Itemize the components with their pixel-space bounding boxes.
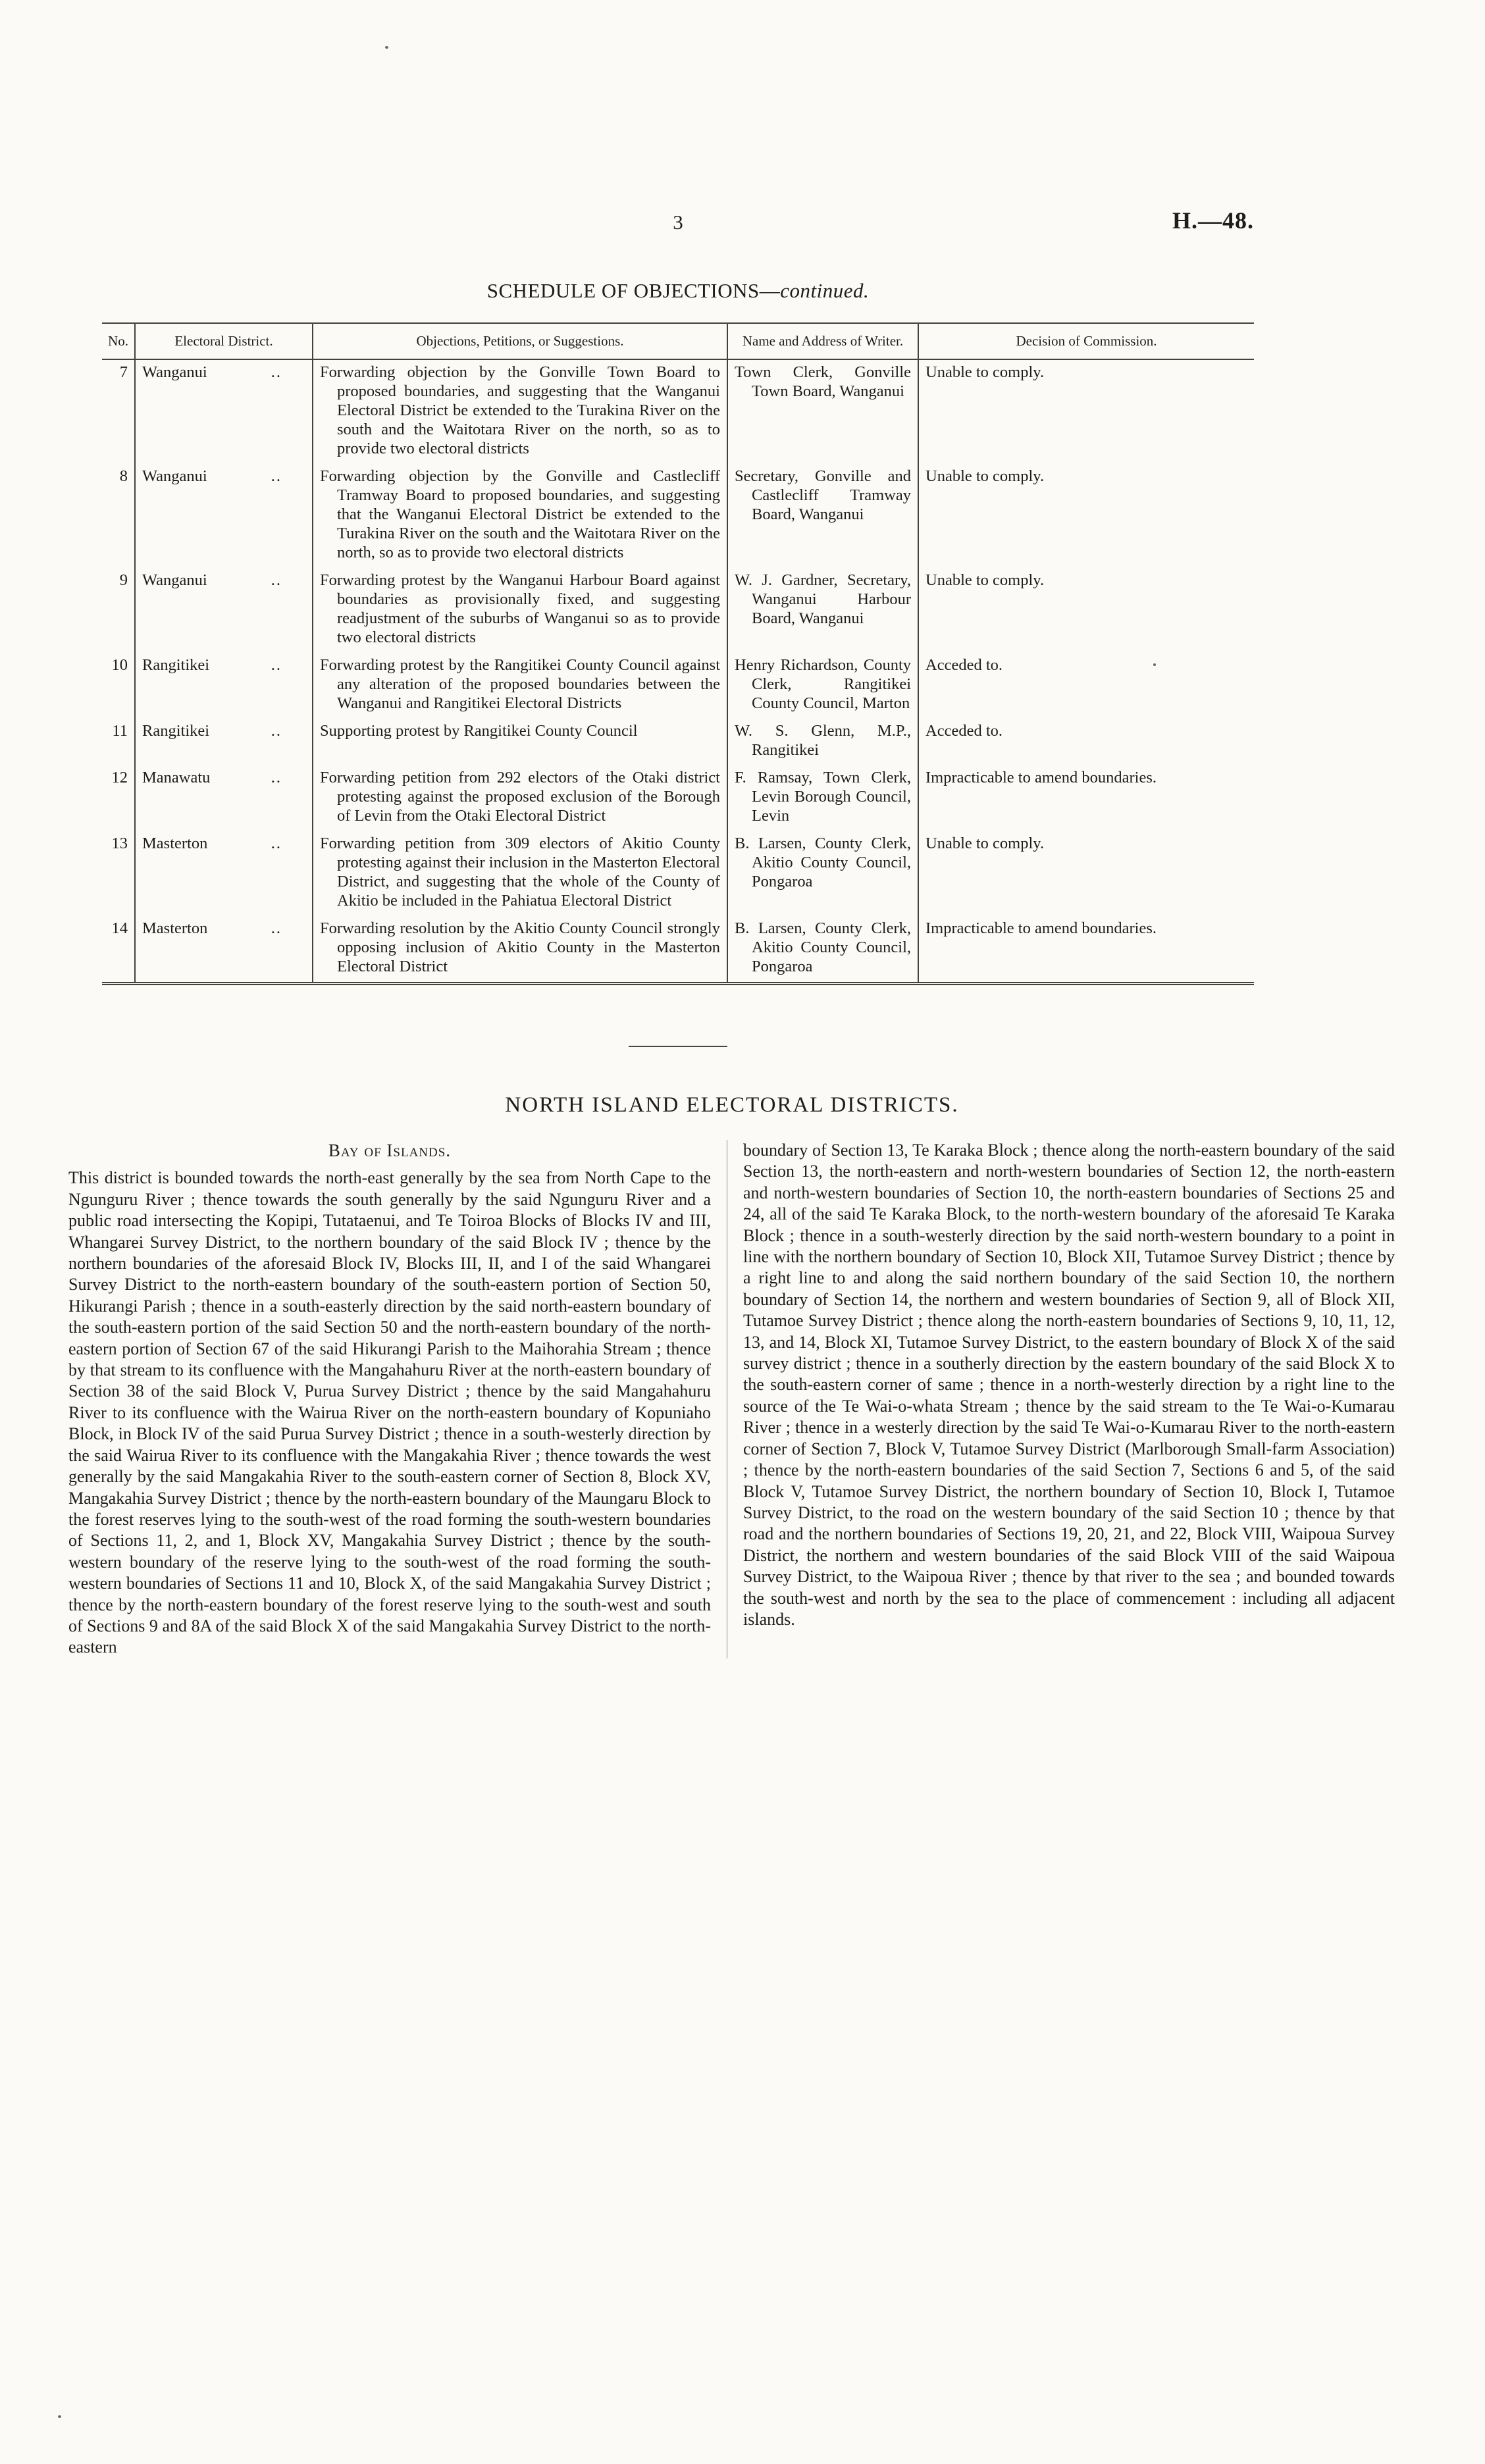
district-name: Wanganui xyxy=(142,467,207,485)
column-left xyxy=(68,1140,711,1658)
cell-objection xyxy=(313,359,727,464)
two-column-text xyxy=(68,1140,1395,1658)
leader-dots: .. xyxy=(271,919,282,937)
objection-text: Forwarding resolution by the Akitio County Council strongly opposing inclusion of Akitio County in the Masterton Electoral District xyxy=(320,919,720,975)
table-row xyxy=(102,464,1254,568)
cell-writer xyxy=(727,831,918,916)
decision-text: Acceded to. xyxy=(925,656,1003,674)
writer-text: W. J. Gardner, Secretary, Wanganui Harbour Board, Wanganui xyxy=(735,571,911,627)
cell-no: 14 xyxy=(111,919,128,937)
district-name: Masterton xyxy=(142,919,208,937)
cell-objection xyxy=(313,653,727,719)
writer-text: B. Larsen, County Clerk, Akitio County Council, Pongaroa xyxy=(735,919,911,975)
table-row xyxy=(102,765,1254,831)
cell-no: 13 xyxy=(111,834,128,852)
decision-text: Unable to comply. xyxy=(925,363,1045,381)
writer-text: Secretary, Gonville and Castlecliff Tramway Board, Wanganui xyxy=(735,467,911,523)
table-header xyxy=(102,323,1254,359)
cell-district xyxy=(135,765,313,831)
objections-table xyxy=(102,322,1254,985)
district-name: Rangitikei xyxy=(142,722,210,740)
table-row xyxy=(102,653,1254,719)
cell-decision xyxy=(918,653,1254,719)
district-name: Masterton xyxy=(142,834,208,852)
table-row xyxy=(102,831,1254,916)
cell-district xyxy=(135,916,313,984)
cell-district xyxy=(135,568,313,653)
column-header-decision: Decision of Commission. xyxy=(918,323,1254,359)
objection-text: Forwarding protest by the Wanganui Harbour Board against boundaries as provisionally fixed, and suggesting readjustment of the suburbs of Wanganui so as to provide two electoral districts xyxy=(320,571,720,646)
objection-text: Forwarding objection by the Gonville Town Board to proposed boundaries, and suggesting that the Wanganui Electoral District be extended to the Turakina River on the south and the Waitotara River on the north, so as to provide two electoral districts xyxy=(320,363,720,457)
document-reference: H.—48. xyxy=(1172,207,1254,234)
cell-writer xyxy=(727,464,918,568)
writer-text: Town Clerk, Gonville Town Board, Wanganui xyxy=(735,363,911,400)
decision-text: Acceded to. xyxy=(925,722,1003,740)
cell-writer xyxy=(727,916,918,984)
cell-decision xyxy=(918,464,1254,568)
district-description-left: This district is bounded towards the north-east generally by the sea from North Cape to the Ngunguru River ; thence towards the south generally by the said Ngunguru River and a public road intersecting the Kopipi, Tutataenui, and Te Toiroa Blocks of Blocks IV and III, Whangarei Survey District, to the northern boundary of the said Block IV ; thence by the northern boundaries of the aforesaid Block IV, Blocks III, II, and I of the said Whangarei Survey District to the north-eastern boundary of the south-eastern portion of Section 50, Hikurangi Parish ; thence in a south-easterly direction by the said north-eastern boundary of the south-eastern portion of the said Section 50 and the north-eastern boundary of the north-eastern portion of Section 67 of the said Hikurangi Parish to the Maihorahia Stream ; thence by that stream to its confluence with the Mangahahuru River at the north-eastern boundary of Section 38 of the said Block V, Purua Survey District ; thence by the said Mangahahuru River to its confluence with the Wairua River on the north-eastern boundary of Kopuniaho Block, in Block IV of the said Purua Survey District ; thence in a south-westerly direction by the said Wairua River to its confluence with the Mangakahia River ; thence towards the west generally by the said Mangakahia River to the south-eastern corner of Section 8, Block XV, Mangakahia Survey District ; thence by the north-eastern boundary of the Maungaru Block to the forest reserves lying to the south-west of the road forming the south-western boundaries of Sections 11, 2, and 1, Block XV, Mangakahia Survey District ; thence by the south-western boundary of the reserve lying to the south-west of the road forming the south-western boundaries of Sections 11 and 10, Block X, of the said Mangakahia Survey District ; thence by the north-eastern boundary of the forest reserve lying to the south-west and south of Sections 9 and 8A of the said Block X of the said Mangakahia Survey District to the north-eastern xyxy=(68,1168,711,1657)
objection-text: Forwarding petition from 309 electors of Akitio County protesting against their inclusion in the Masterton Electoral District, and suggesting that the whole of the County of Akitio be included in the Pahiatua Electoral District xyxy=(320,834,720,910)
column-header-district: Electoral District. xyxy=(135,323,313,359)
writer-text: Henry Richardson, County Clerk, Rangitikei County Council, Marton xyxy=(735,656,911,712)
subsection-title: Bay of Islands. xyxy=(328,1141,452,1160)
electoral-districts-section xyxy=(68,1093,1395,1658)
scan-speck xyxy=(385,46,388,49)
writer-text: W. S. Glenn, M.P., Rangitikei xyxy=(735,722,911,759)
objection-text: Forwarding objection by the Gonville and Castlecliff Tramway Board to proposed boundaries, and suggesting that the Wanganui Electoral District be extended to the Turakina River on the south and the Waitotara River on the north, so as to provide two electoral districts xyxy=(320,467,720,561)
column-header-no: No. xyxy=(102,323,135,359)
writer-text: F. Ramsay, Town Clerk, Levin Borough Council, Levin xyxy=(735,769,911,825)
cell-decision xyxy=(918,916,1254,984)
page-number: 3 xyxy=(673,211,683,234)
cell-district xyxy=(135,464,313,568)
cell-district xyxy=(135,831,313,916)
decision-text: Unable to comply. xyxy=(925,571,1045,589)
column-header-objections: Objections, Petitions, or Suggestions. xyxy=(313,323,727,359)
decision-text: Unable to comply. xyxy=(925,467,1045,485)
section-divider xyxy=(629,1046,727,1047)
cell-objection xyxy=(313,568,727,653)
cell-objection xyxy=(313,719,727,765)
district-name: Manawatu xyxy=(142,769,211,786)
table-header-row xyxy=(102,323,1254,359)
cell-decision xyxy=(918,765,1254,831)
decision-text: Impracticable to amend boundaries. xyxy=(925,769,1157,786)
leader-dots: .. xyxy=(271,467,282,485)
cell-no: 9 xyxy=(119,571,128,589)
section-title: NORTH ISLAND ELECTORAL DISTRICTS. xyxy=(505,1093,959,1117)
table-row xyxy=(102,568,1254,653)
leader-dots: .. xyxy=(271,722,282,740)
column-right xyxy=(743,1140,1395,1658)
leader-dots: .. xyxy=(271,363,282,381)
cell-no: 8 xyxy=(119,467,128,485)
objection-text: Forwarding petition from 292 electors of the Otaki district protesting against the proposed exclusion of the Borough of Levin from the Otaki Electoral District xyxy=(320,769,720,825)
cell-objection xyxy=(313,916,727,984)
cell-decision xyxy=(918,831,1254,916)
leader-dots: .. xyxy=(271,769,282,786)
cell-writer xyxy=(727,568,918,653)
column-header-writer: Name and Address of Writer. xyxy=(727,323,918,359)
schedule-title-continued: continued. xyxy=(780,279,870,302)
cell-decision xyxy=(918,359,1254,464)
cell-objection xyxy=(313,831,727,916)
cell-decision xyxy=(918,719,1254,765)
cell-no: 12 xyxy=(111,769,128,786)
district-name: Rangitikei xyxy=(142,656,210,674)
page-header xyxy=(102,207,1254,242)
cell-decision xyxy=(918,568,1254,653)
table-row xyxy=(102,916,1254,984)
table-body xyxy=(102,359,1254,984)
cell-objection xyxy=(313,765,727,831)
objection-text: Supporting protest by Rangitikei County Council xyxy=(320,722,638,740)
cell-writer xyxy=(727,765,918,831)
district-name: Wanganui xyxy=(142,363,207,381)
cell-no: 11 xyxy=(112,722,128,740)
cell-writer xyxy=(727,359,918,464)
writer-text: B. Larsen, County Clerk, Akitio County Council, Pongaroa xyxy=(735,834,911,890)
table-row xyxy=(102,719,1254,765)
district-name: Wanganui xyxy=(142,571,207,589)
leader-dots: .. xyxy=(271,834,282,852)
schedule-title-main: SCHEDULE OF OBJECTIONS— xyxy=(486,279,781,302)
district-description-right: boundary of Section 13, Te Karaka Block ; thence along the north-eastern boundary of the said Section 13, the north-eastern and north-western boundaries of Section 12, the north-eastern and north-western boundaries of Section 10, the north-eastern boundaries of Sections 25 and 24, all of the said Te Karaka Block, to the north-western boundary of the aforesaid Te Karaka Block ; thence in a south-westerly direction by the said north-western boundary to a point in line with the northern boundary of Section 10, Block XII, Tutamoe Survey District ; thence by a right line to and along the said northern boundary of the said Section 10, the northern boundary of Section 14, the northern and western boundaries of Section 9, all of Block XII, Tutamoe Survey District ; thence along the north-eastern boundaries of Sections 9, 10, 11, 12, 13, and 14, Block XI, Tutamoe Survey District, to the eastern boundary of Block X of the said survey district ; thence in a southerly direction by the eastern boundary of the said Block X to the south-eastern corner of same ; thence in a north-westerly direction by a right line to the source of the Te Wai-o-whata Stream ; thence by the said stream to the Te Wai-o-Kumarau River ; thence in a westerly direction by the said Te Wai-o-Kumarau River to the north-eastern corner of Section 7, Block V, Tutamoe Survey District (Marlborough Small-farm Association) ; thence by the north-eastern boundaries of the said Section 7, Sections 6 and 5, of the said Block V, Tutamoe Survey District, the northern boundary of Section 10, Block I, Tutamoe Survey District, to the road on the western boundary of the said Section 10 ; thence by that road and the northern boundaries of Sections 19, 20, 21, and 22, Block VIII, Waipoua Survey District, the northern and western boundaries of the said Block VIII of the said Waipoua Survey District, to the Waipoua River ; thence by that river to the sea ; and bounded towards the south-west and north by the sea to the place of commencement : including all adjacent islands. xyxy=(743,1141,1395,1629)
table-row xyxy=(102,359,1254,464)
cell-district xyxy=(135,653,313,719)
decision-text: Impracticable to amend boundaries. xyxy=(925,919,1157,937)
leader-dots: .. xyxy=(271,656,282,674)
objection-text: Forwarding protest by the Rangitikei County Council against any alteration of the proposed boundaries between the Wanganui and Rangitikei Electoral Districts xyxy=(320,656,720,712)
cell-writer xyxy=(727,719,918,765)
cell-district xyxy=(135,359,313,464)
cell-no: 10 xyxy=(111,656,128,674)
cell-district xyxy=(135,719,313,765)
cell-writer xyxy=(727,653,918,719)
schedule-title xyxy=(102,279,1254,303)
cell-no: 7 xyxy=(119,363,128,381)
decision-text: Unable to comply. xyxy=(925,834,1045,852)
cell-objection xyxy=(313,464,727,568)
leader-dots: .. xyxy=(271,571,282,589)
scan-speck xyxy=(58,2415,61,2418)
